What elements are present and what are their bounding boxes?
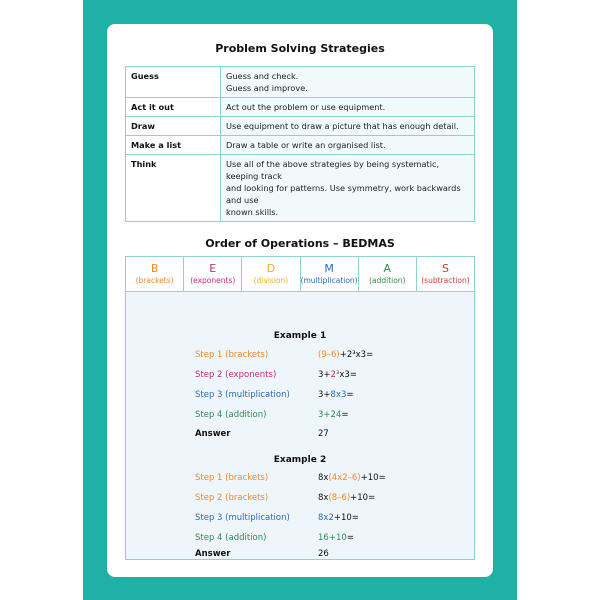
step-expression (318, 410, 348, 420)
strategy-name: Think (126, 155, 221, 222)
expression-prefix: 8x (318, 493, 329, 503)
answer-value: 27 (318, 429, 329, 439)
bedmas-col-a (359, 257, 417, 291)
description-line: Use equipment to draw a picture that has enough detail. (226, 121, 459, 131)
step-expression (318, 370, 357, 380)
strategy-row-act-it-out (126, 98, 475, 117)
bedmas-col-e (184, 257, 242, 291)
expression-highlight: 8x3 (330, 390, 347, 400)
strategy-description (221, 98, 475, 117)
answer-value: 26 (318, 549, 329, 559)
strategy-name: Guess (126, 67, 221, 98)
bedmas-title: Order of Operations – BEDMAS (205, 237, 395, 250)
step-label: Step 1 (brackets) (195, 350, 269, 360)
step-label: Step 2 (brackets) (195, 493, 269, 503)
expression-rest: +10= (333, 513, 359, 523)
bedmas-letter: M (324, 262, 334, 275)
strategies-table (125, 66, 475, 222)
bedmas-letter: B (150, 262, 159, 275)
description-line: Draw a table or write an organised list. (226, 140, 386, 150)
description-line: and looking for patterns. Use symmetry, work backwards and use (226, 183, 461, 205)
strategy-row-make-a-list (126, 136, 475, 155)
expression-rest: = (341, 410, 349, 420)
bedmas-col-m (301, 257, 359, 291)
step-label: Step 4 (addition) (195, 410, 267, 420)
answer-label: Answer (195, 549, 231, 559)
bedmas-letter: E (209, 262, 217, 275)
bedmas-word: (division) (253, 276, 289, 285)
step-expression (318, 493, 375, 503)
step-expression (318, 390, 354, 400)
strategy-row-guess (126, 67, 475, 98)
bedmas-panel (125, 256, 475, 560)
description-line: Guess and improve. (226, 83, 308, 93)
expression-highlight: (8–6) (328, 493, 351, 503)
strategy-description (221, 155, 475, 222)
expression-highlight: 3+24 (318, 410, 342, 420)
step-label: Step 4 (addition) (195, 533, 267, 543)
expression-highlight: 2³ (330, 370, 340, 380)
strategies-title: Problem Solving Strategies (215, 42, 385, 55)
bedmas-letter: S (441, 262, 449, 275)
step-label: Step 3 (multiplication) (195, 513, 290, 523)
description-line: Use all of the above strategies by being systematic, keeping track (226, 159, 440, 181)
example-2-title: Example 2 (273, 455, 327, 465)
strategy-row-think (126, 155, 475, 222)
bedmas-header-row (126, 257, 474, 292)
description-line: Guess and check. (226, 71, 299, 81)
worksheet-card (107, 24, 493, 577)
bedmas-word: (multiplication) (300, 276, 358, 285)
strategy-row-draw (126, 117, 475, 136)
expression-highlight: (4x2–6) (328, 473, 361, 483)
expression-rest: +10= (350, 493, 376, 503)
bedmas-col-b (126, 257, 184, 291)
expression-prefix: 8x (318, 473, 329, 483)
expression-highlight: 16+10 (318, 533, 347, 543)
expression-highlight: (9–6) (318, 350, 340, 360)
bedmas-word: (exponents) (190, 276, 236, 285)
expression-rest: x3= (339, 370, 357, 380)
step-expression (318, 473, 386, 483)
expression-rest: = (346, 533, 354, 543)
strategy-description (221, 117, 475, 136)
bedmas-word: (brackets) (135, 276, 174, 285)
strategy-description (221, 136, 475, 155)
step-expression (318, 350, 373, 360)
answer-label: Answer (195, 429, 231, 439)
step-expression (318, 513, 359, 523)
strategy-name: Make a list (126, 136, 221, 155)
step-label: Step 1 (brackets) (195, 473, 269, 483)
expression-rest: +10= (360, 473, 386, 483)
step-label: Step 2 (exponents) (195, 370, 277, 380)
bedmas-col-s (417, 257, 474, 291)
strategy-name: Draw (126, 117, 221, 136)
expression-highlight: 8x2 (318, 513, 334, 523)
strategy-name: Act it out (126, 98, 221, 117)
expression-rest: +2³x3= (339, 350, 374, 360)
description-line: known skills. (226, 207, 279, 217)
example-1-title: Example 1 (273, 331, 327, 341)
bedmas-letter: D (266, 262, 276, 275)
bedmas-col-d (242, 257, 300, 291)
expression-prefix: 3+ (318, 390, 331, 400)
strategy-description (221, 67, 475, 98)
bedmas-letter: A (383, 262, 392, 275)
description-line: Act out the problem or use equipment. (226, 102, 386, 112)
expression-prefix: 3+ (318, 370, 331, 380)
bedmas-word: (addition) (369, 276, 406, 285)
expression-rest: = (346, 390, 354, 400)
step-expression (318, 533, 354, 543)
step-label: Step 3 (multiplication) (195, 390, 290, 400)
bedmas-word: (subtraction) (421, 276, 470, 285)
